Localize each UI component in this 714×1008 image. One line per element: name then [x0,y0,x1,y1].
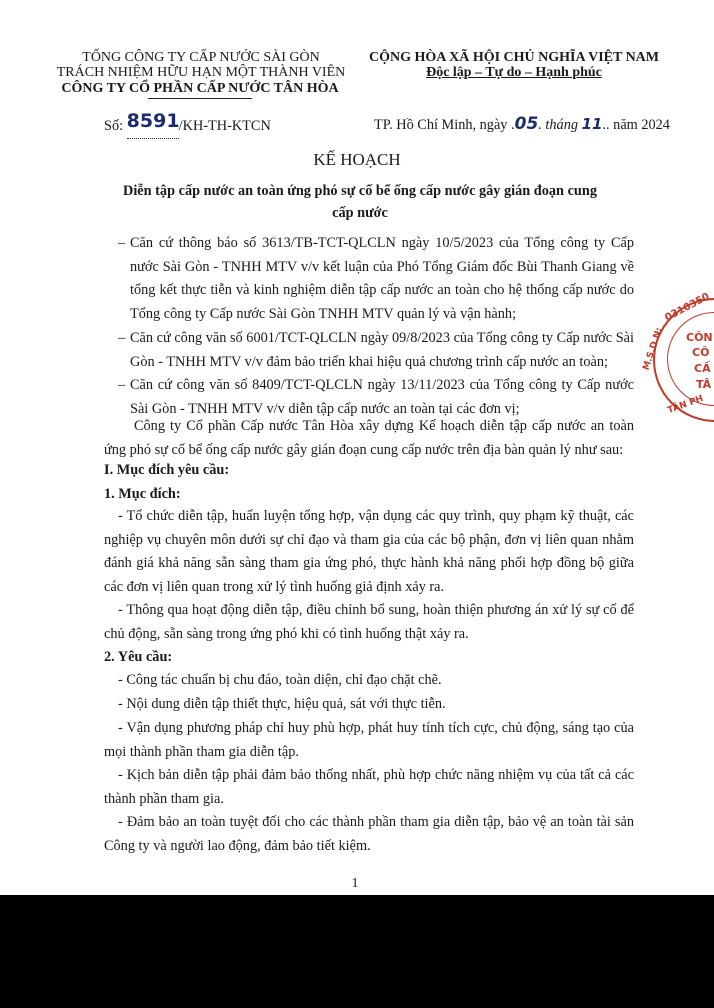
header-divider [148,98,252,99]
doc-number [104,112,271,139]
date-mid: . tháng [538,117,578,133]
seal-bottom-arc: TÂN PH [666,393,705,417]
doc-title: KẾ HOẠCH [313,150,401,169]
requirement-1: - Công tác chuẩn bị chu đáo, toàn diện, chỉ đạo chặt chẽ. [118,672,442,688]
seal-line-3: CẤ [694,362,711,375]
doc-subtitle-line1: Diễn tập cấp nước an toàn ứng phó sự cố bể ống cấp nước gây gián đoạn cung [123,183,597,199]
bullet-dash-2: – [118,330,126,346]
bullet-text-1: Căn cứ thông báo số 3613/TB-TCT-QLCLN ngày 10/5/2023 của Tổng công ty Cấp nước Sài Gòn - TNHH MTV v/v kết luận của Phó Tổng Giám đốc Bùi Thanh Giang về tổng kết thực tiễn và kinh nghiệm diễn tập cấp nước an toàn cho hệ thống cấp nước do Tổng công ty Cấp nước Sài Gòn TNHH MTV quản lý và vận hành; [130,235,634,322]
date-prefix: TP. Hồ Chí Minh, ngày . [374,117,515,133]
intro-paragraph: Công ty Cổ phần Cấp nước Tân Hòa xây dựng Kế hoạch diễn tập cấp nước an toàn ứng phó sự cố bể ống cấp nước gây gián đoạn cung cấp nước trên địa bàn quản lý như sau: [104,418,634,458]
bullet-text-2: Căn cứ công văn số 6001/TCT-QLCLN ngày 09/8/2023 của Tổng công ty Cấp nước Sài Gòn - TNHH MTV v/v đảm bảo triển khai hiệu quả chương trình cấp nước an toàn; [130,330,634,370]
page-number: 1 [351,876,359,891]
date-month: 11 [581,115,603,133]
purpose-paragraph-2: - Thông qua hoạt động diễn tập, điều chỉnh bổ sung, hoàn thiện phương án xử lý sự cố để chủ động, sẵn sàng trong ứng phó khi có tình huống thật xảy ra. [104,602,634,642]
doc-number-label: Số: [104,118,124,134]
nation-title: CỘNG HÒA XÃ HỘI CHỦ NGHĨA VIỆT NAM [368,50,659,65]
date-suffix: .. năm 2024 [602,117,670,133]
purpose-paragraph-1: - Tổ chức diễn tập, huấn luyện tổng hợp, vận dụng các quy trình, quy phạm kỹ thuật, các nghiệp vụ chuyên môn dưới sự chỉ đạo và tham gia của các bộ phận, đơn vị liên quan nhằm đánh giá khả năng sẵn sàng tham gia ứng phó, thực hành khả năng phối hợp đồng bộ giữa các đơn vị liên quan trong xử lý tình huống giả định xảy ra. [104,508,634,595]
doc-subtitle-line2: cấp nước [332,205,388,221]
bullet-dash-3: – [118,377,126,393]
requirement-3: - Vận dụng phương pháp chỉ huy phù hợp, phát huy tính tích cực, chủ động, sáng tạo của mọi thành phần tham gia diễn tập. [104,720,634,760]
bullet-text-3: Căn cứ công văn số 8409/TCT-QLCLN ngày 13/11/2023 của Tổng công ty Cấp nước Sài Gòn - TNHH MTV v/v diễn tập cấp nước an toàn tại các đơn vị; [130,377,634,417]
seal-arc-text: M.S.D.N: [641,326,665,372]
requirement-5: - Đảm bảo an toàn tuyệt đối cho các thành phần tham gia diễn tập, bảo vệ an toàn tài sản Công ty và người lao động, đảm bảo tiết kiệm. [104,814,634,854]
org-line-1: TỔNG CÔNG TY CẤP NƯỚC SÀI GÒN [82,50,320,65]
requirement-2: - Nội dung diễn tập thiết thực, hiệu quả, sát với thực tiễn. [118,696,446,712]
requirements-heading: 2. Yêu cầu: [104,649,173,665]
org-line-2: TRÁCH NHIỆM HỮU HẠN MỘT THÀNH VIÊN [56,65,346,80]
company-seal-inner-ring [667,312,714,406]
company-seal [641,291,714,422]
section-1-heading: I. Mục đích yêu cầu: [104,462,230,478]
seal-code: 0310350 [663,291,712,324]
seal-line-2: CÔ [692,346,710,359]
date-day: 05 [514,114,539,134]
seal-line-4: TÂ [696,378,712,391]
doc-number-value: 8591 [127,112,179,139]
doc-date [374,112,670,137]
seal-line-1: CÔN [686,331,713,344]
motto: Độc lập – Tự do – Hạnh phúc [426,65,602,80]
requirement-4: - Kịch bản diễn tập phải đảm bảo thống nhất, phù hợp chức năng nhiệm vụ của tất cả các thành phần tham gia. [104,767,634,807]
doc-number-suffix: /KH-TH-KTCN [178,118,271,134]
purpose-heading: 1. Mục đích: [104,486,181,502]
company-name: CÔNG TY CỔ PHẦN CẤP NƯỚC TÂN HÒA [61,81,339,96]
bullet-dash-1: – [118,235,126,251]
